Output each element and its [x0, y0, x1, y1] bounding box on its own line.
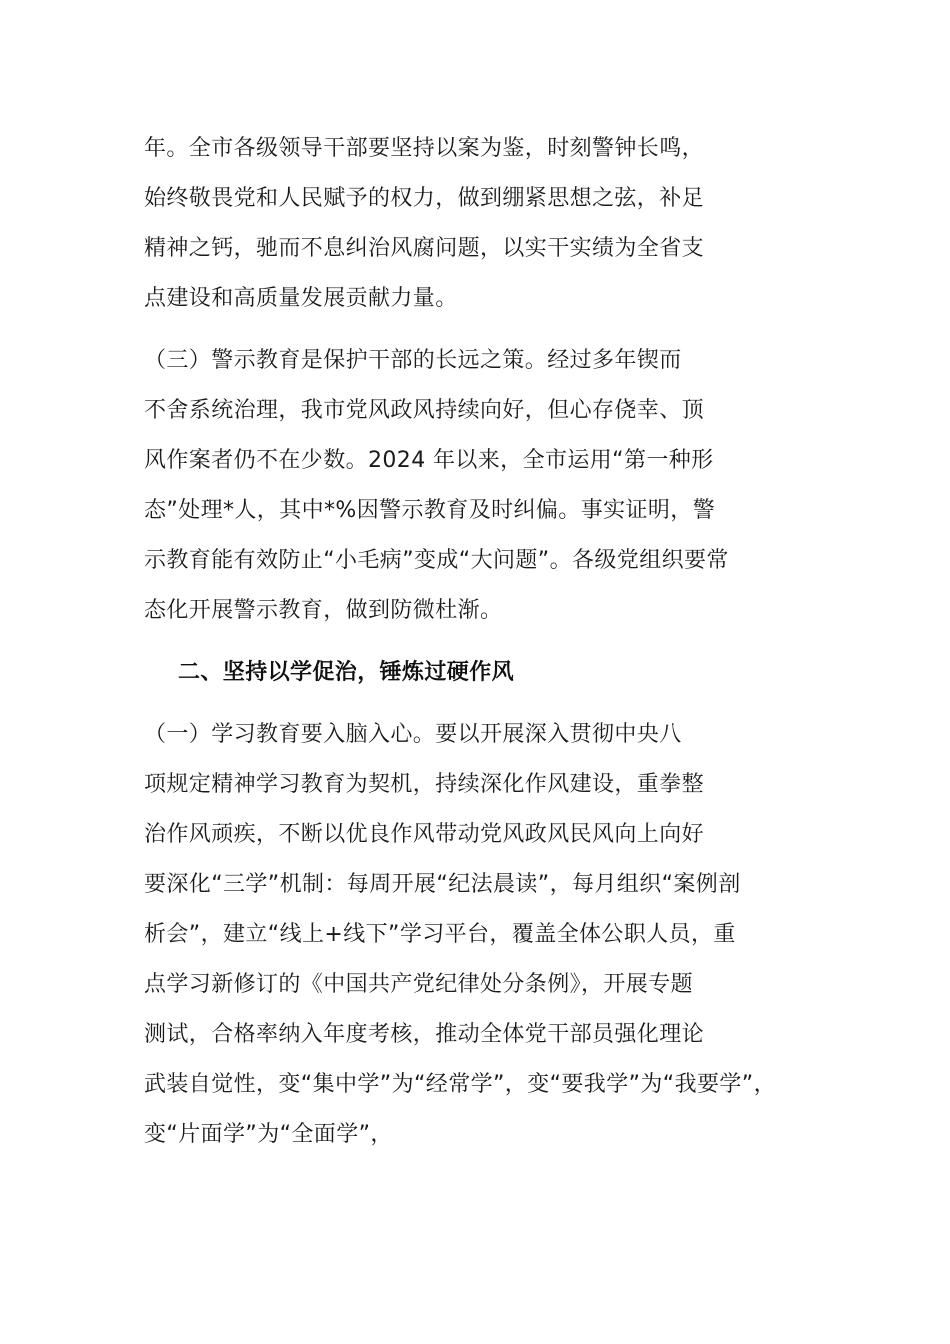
text-line: 始终敬畏党和人民赋予的权力，做到绷紧思想之弦，补足 [144, 186, 705, 211]
text-line: 示教育能有效防止“小毛病”变成“大问题”。各级党组织要常 [144, 548, 729, 573]
text-line: 态”处理*人，其中*%因警示教育及时纠偏。事实证明，警 [144, 498, 716, 523]
text-line: 测试，合格率纳入年度考核，推动全体党干部员强化理论 [144, 1022, 705, 1047]
text-line: 析会”，建立“线上+线下”学习平台，覆盖全体公职人员，重 [144, 922, 736, 947]
text-line: 不舍系统治理，我市党风政风持续向好，但心存侥幸、顶 [144, 398, 705, 423]
paragraph-gap [144, 324, 824, 336]
paragraph-continuation [144, 124, 824, 324]
paragraph-study-education [144, 710, 824, 1160]
text-line: 治作风顽疾，不断以优良作风带动党风政风民风向上向好 [144, 822, 705, 847]
document-body [144, 124, 824, 1160]
text-line: 要深化“三学”机制：每周开展“纪法晨读”，每月组织“案例剖 [144, 872, 741, 897]
paragraph-warning-education [144, 336, 824, 636]
text-line: （一）学习教育要入脑入心。要以开展深入贯彻中央八 [144, 722, 682, 747]
text-line: 精神之钙，驰而不息纠治风腐问题，以实干实绩为全省支 [144, 236, 705, 261]
text-line: （三）警示教育是保护干部的长远之策。经过多年锲而 [144, 348, 682, 373]
text-line: 风作案者仍不在少数。2024 年以来，全市运用“第一种形 [144, 448, 714, 473]
text-line: 点建设和高质量发展贡献力量。 [144, 286, 458, 311]
paragraph-gap [144, 698, 824, 710]
text-line: 变“片面学”为“全面学”， [144, 1122, 393, 1147]
text-line: 年。全市各级领导干部要坚持以案为鉴，时刻警钟长鸣， [144, 136, 705, 161]
text-line: 态化开展警示教育，做到防微杜渐。 [144, 598, 503, 623]
text-line: 点学习新修订的《中国共产党纪律处分条例》，开展专题 [144, 972, 694, 997]
section-heading: 二、坚持以学促治，锤炼过硬作风 [178, 660, 515, 685]
text-line: 项规定精神学习教育为契机，持续深化作风建设，重拳整 [144, 772, 705, 797]
text-line: 武装自觉性，变“集中学”为“经常学”，变“要我学”为“我要学”， [144, 1072, 776, 1097]
paragraph-gap [144, 636, 824, 648]
